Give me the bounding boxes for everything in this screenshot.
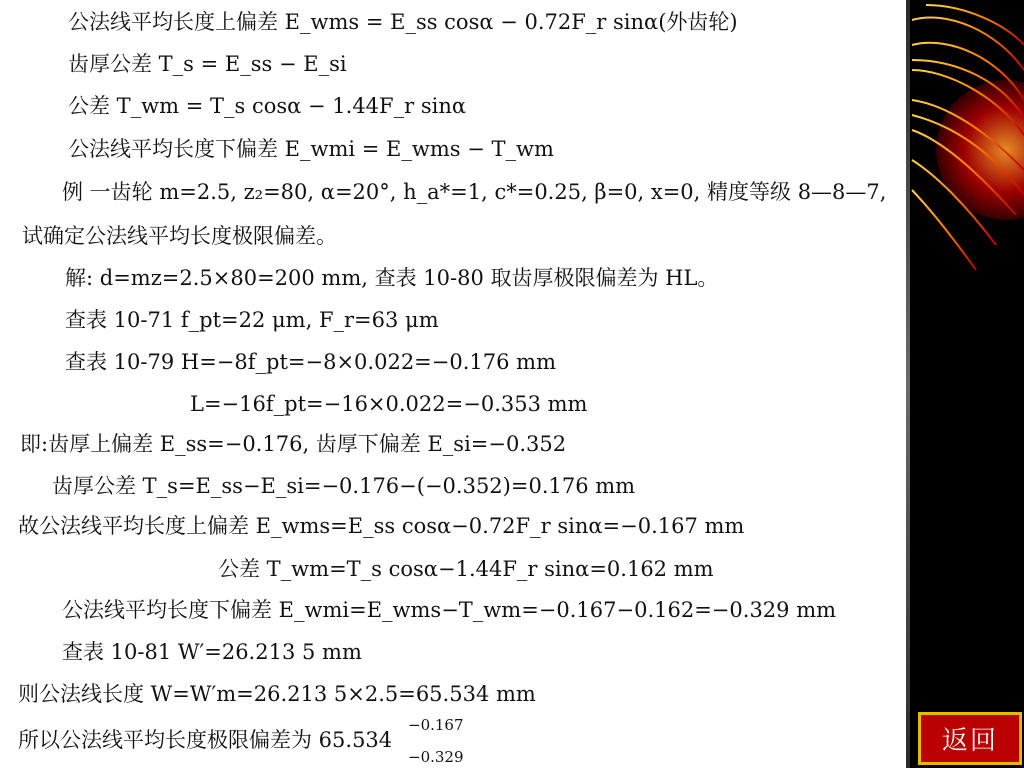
line-15: 公法线平均长度下偏差 E_wmi=E_wms−T_wm=−0.167−0.162=−0.329 mm (62, 598, 837, 622)
line-9: 查表 10-79 H=−8f_pt=−8×0.022=−0.176 mm (65, 350, 556, 374)
return-button[interactable]: 返回 (918, 712, 1022, 765)
line-11: 即:齿厚上偏差 E_ss=−0.176, 齿厚下偏差 E_si=−0.352 (20, 432, 567, 456)
decorative-side-panel (906, 0, 1024, 768)
line-2: 齿厚公差 T_s = E_ss − E_si (68, 52, 347, 76)
lower-deviation: −0.329 (408, 748, 464, 766)
line-13: 故公法线平均长度上偏差 E_wms=E_ss cosα−0.72F_r sinα=−0.167 mm (18, 514, 745, 538)
line-12: 齿厚公差 T_s=E_ss−E_si=−0.176−(−0.352)=0.176 mm (52, 474, 636, 498)
line-18: 所以公法线平均长度极限偏差为 65.534 (18, 728, 393, 752)
line-16: 查表 10-81 W′=26.213 5 mm (62, 640, 362, 664)
line-1: 公法线平均长度上偏差 E_wms = E_ss cosα − 0.72F_r sinα(外齿轮) (68, 10, 738, 34)
line-4: 公法线平均长度下偏差 E_wmi = E_wms − T_wm (68, 137, 554, 161)
line-5: 例 一齿轮 m=2.5, z₂=80, α=20°, h_a*=1, c*=0.25, β=0, x=0, 精度等级 8—8—7, (62, 180, 887, 204)
upper-deviation: −0.167 (408, 716, 464, 734)
line-3: 公差 T_wm = T_s cosα − 1.44F_r sinα (68, 94, 467, 118)
line-17: 则公法线长度 W=W′m=26.213 5×2.5=65.534 mm (18, 682, 536, 706)
line-7: 解: d=mz=2.5×80=200 mm, 查表 10-80 取齿厚极限偏差为 HL。 (65, 266, 719, 290)
line-8: 查表 10-71 f_pt=22 μm, F_r=63 μm (65, 308, 439, 332)
line-14: 公差 T_wm=T_s cosα−1.44F_r sinα=0.162 mm (218, 557, 714, 581)
flame-swirl-icon (906, 0, 1024, 300)
line-6: 试确定公法线平均长度极限偏差。 (22, 224, 337, 248)
line-10: L=−16f_pt=−16×0.022=−0.353 mm (190, 392, 588, 416)
